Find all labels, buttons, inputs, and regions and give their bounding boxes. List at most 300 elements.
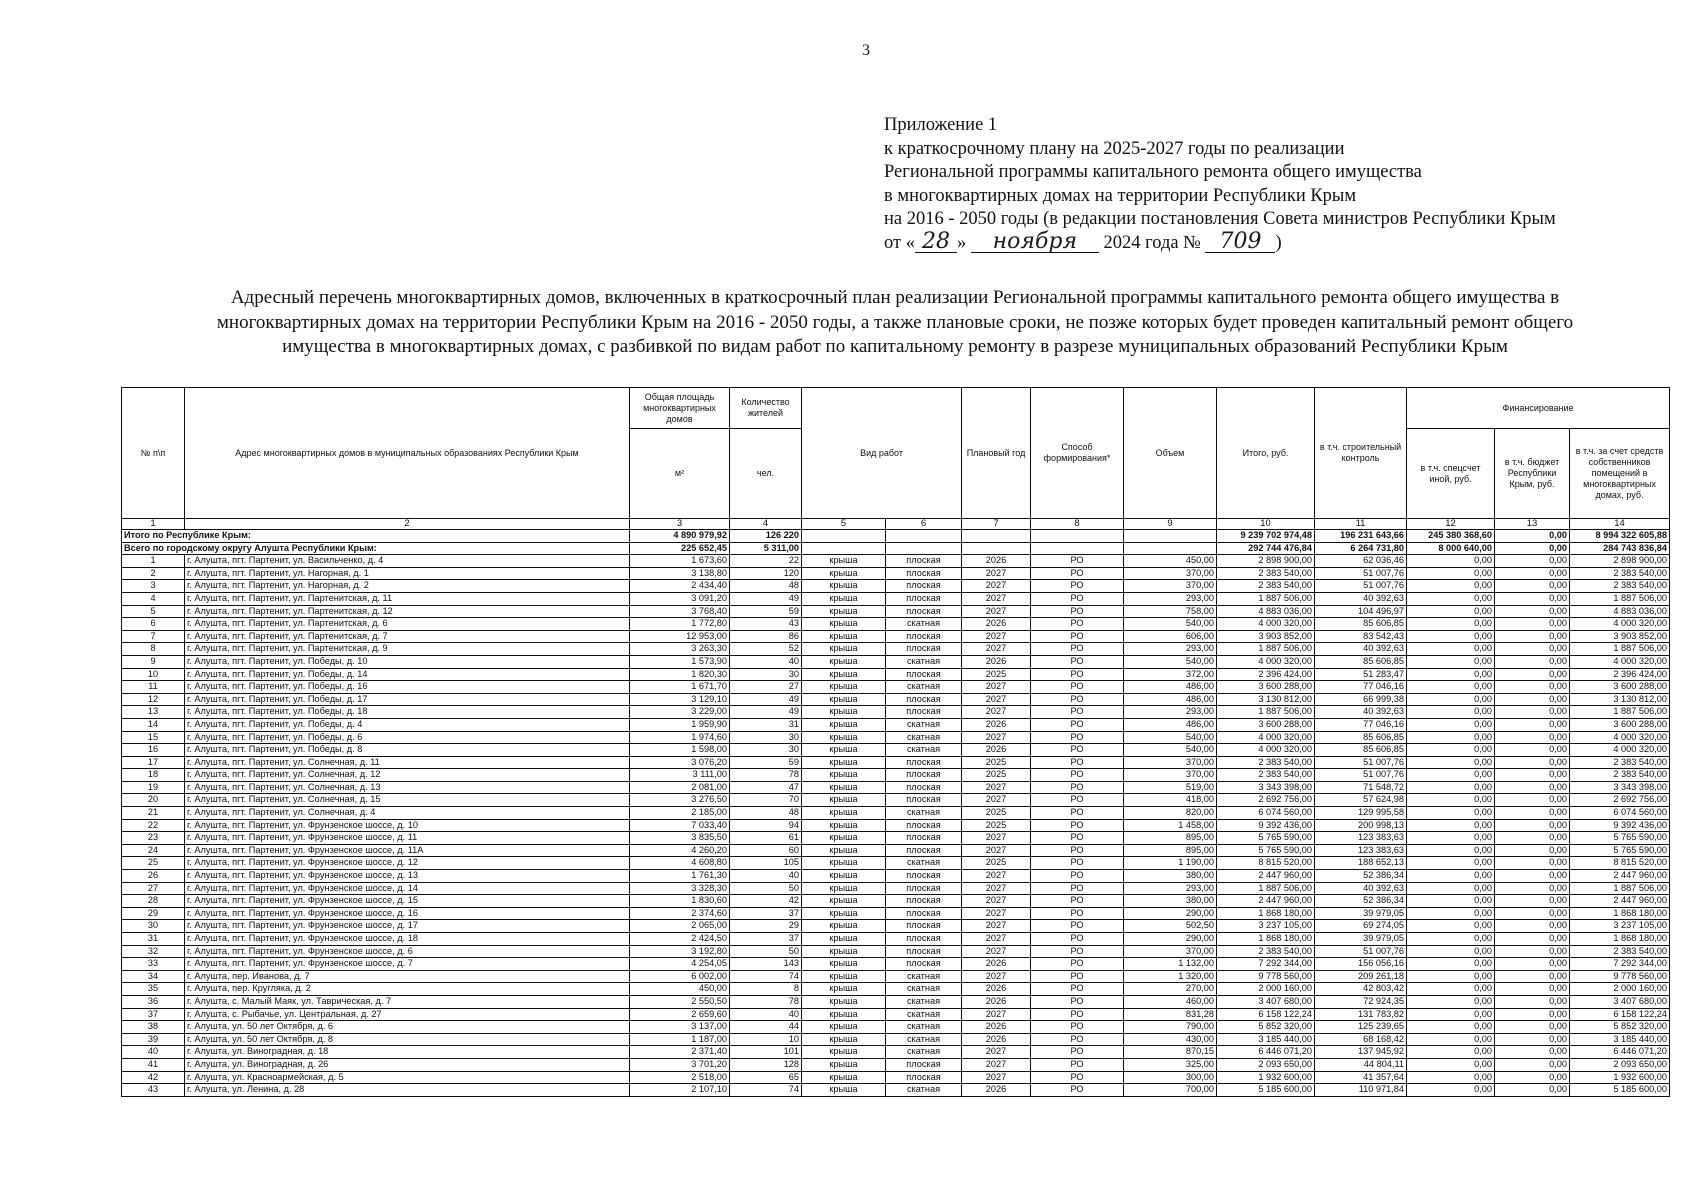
cell-address: г. Алушта, ул. Виноградная, д. 18	[185, 1046, 630, 1059]
summary-control: 6 264 731,80	[1315, 542, 1407, 555]
cell-work-element: крыша	[802, 882, 886, 895]
cell-control: 40 392,63	[1315, 882, 1407, 895]
cell-owners: 7 292 344,00	[1570, 958, 1670, 971]
cell-volume: 293,00	[1124, 882, 1217, 895]
cell-roof-type: плоская	[886, 769, 962, 782]
cell-address: г. Алушта, пгт. Партенит, ул. Фрунзенское шоссе, д. 11	[185, 832, 630, 845]
cell-method: РО	[1031, 731, 1124, 744]
cell-method: РО	[1031, 832, 1124, 845]
handwritten-doc-number: 709	[1205, 232, 1275, 253]
cell-work-element: крыша	[802, 668, 886, 681]
cell-owners: 1 887 506,00	[1570, 643, 1670, 656]
cell-residents: 94	[730, 819, 802, 832]
cell-budget: 0,00	[1495, 681, 1570, 694]
cell-area: 3 229,00	[630, 706, 730, 719]
cell-work-element: крыша	[802, 870, 886, 883]
cell-residents: 8	[730, 983, 802, 996]
cell-plan-year: 2027	[962, 882, 1031, 895]
table-row	[122, 681, 1670, 694]
cell-roof-type: плоская	[886, 958, 962, 971]
cell-address: г. Алушта, пгт. Партенит, ул. Партенитская, д. 6	[185, 618, 630, 631]
cell-work-element: крыша	[802, 895, 886, 908]
cell-special: 0,00	[1407, 832, 1495, 845]
cell-total: 3 343 398,00	[1217, 781, 1315, 794]
cell-budget: 0,00	[1495, 945, 1570, 958]
cell-method: РО	[1031, 605, 1124, 618]
cell-row-num: 16	[122, 744, 185, 757]
cell-control: 51 283,47	[1315, 668, 1407, 681]
cell-budget: 0,00	[1495, 819, 1570, 832]
cell-area: 3 263,30	[630, 643, 730, 656]
cell-address: г. Алушта, пгт. Партенит, ул. Васильченко, д. 4	[185, 555, 630, 568]
cell-volume: 380,00	[1124, 895, 1217, 908]
summary-residents: 5 311,00	[730, 542, 802, 555]
cell-row-num: 27	[122, 882, 185, 895]
cell-area: 1 820,30	[630, 668, 730, 681]
cell-roof-type: плоская	[886, 605, 962, 618]
header-num: № п\п	[122, 388, 185, 519]
cell-plan-year: 2027	[962, 1058, 1031, 1071]
cell-total: 3 237 105,00	[1217, 920, 1315, 933]
cell-volume: 831,28	[1124, 1008, 1217, 1021]
cell-total: 2 447 960,00	[1217, 895, 1315, 908]
cell-row-num: 1	[122, 555, 185, 568]
cell-address: г. Алушта, пгт. Партенит, ул. Победы, д. 17	[185, 693, 630, 706]
cell-special: 0,00	[1407, 819, 1495, 832]
header-area: Общая площадь многоквартирных домов	[630, 388, 730, 429]
cell-row-num: 32	[122, 945, 185, 958]
cell-method: РО	[1031, 592, 1124, 605]
cell-budget: 0,00	[1495, 630, 1570, 643]
cell-owners: 2 447 960,00	[1570, 895, 1670, 908]
cell-residents: 43	[730, 618, 802, 631]
cell-total: 2 396 424,00	[1217, 668, 1315, 681]
cell-volume: 895,00	[1124, 844, 1217, 857]
cell-volume: 895,00	[1124, 832, 1217, 845]
cell-roof-type: скатная	[886, 655, 962, 668]
cell-work-element: крыша	[802, 995, 886, 1008]
cell-budget: 0,00	[1495, 580, 1570, 593]
cell-total: 6 158 122,24	[1217, 1008, 1315, 1021]
cell-plan-year: 2026	[962, 555, 1031, 568]
cell-special: 0,00	[1407, 1071, 1495, 1084]
cell-special: 0,00	[1407, 1046, 1495, 1059]
cell-address: г. Алушта, пгт. Партенит, ул. Солнечная, д. 13	[185, 781, 630, 794]
cell-control: 72 924,35	[1315, 995, 1407, 1008]
cell-residents: 30	[730, 744, 802, 757]
cell-address: г. Алушта, пгт. Партенит, ул. Фрунзенское шоссе, д. 15	[185, 895, 630, 908]
cell-control: 85 606,85	[1315, 731, 1407, 744]
cell-row-num: 10	[122, 668, 185, 681]
cell-method: РО	[1031, 630, 1124, 643]
appendix-date-line	[884, 228, 1674, 256]
cell-volume: 450,00	[1124, 555, 1217, 568]
cell-address: г. Алушта, с. Рыбачье, ул. Центральная, д. 27	[185, 1008, 630, 1021]
cell-owners: 1 887 506,00	[1570, 706, 1670, 719]
cell-special: 0,00	[1407, 681, 1495, 694]
cell-plan-year: 2026	[962, 1033, 1031, 1046]
cell-owners: 2 383 540,00	[1570, 945, 1670, 958]
cell-roof-type: плоская	[886, 643, 962, 656]
cell-volume: 370,00	[1124, 756, 1217, 769]
cell-owners: 2 383 540,00	[1570, 580, 1670, 593]
cell-row-num: 25	[122, 857, 185, 870]
cell-plan-year: 2027	[962, 731, 1031, 744]
cell-budget: 0,00	[1495, 895, 1570, 908]
cell-method: РО	[1031, 668, 1124, 681]
cell-budget: 0,00	[1495, 1046, 1570, 1059]
table-row	[122, 870, 1670, 883]
cell-owners: 2 383 540,00	[1570, 567, 1670, 580]
cell-row-num: 37	[122, 1008, 185, 1021]
table-row	[122, 744, 1670, 757]
cell-budget: 0,00	[1495, 781, 1570, 794]
cell-owners: 9 392 436,00	[1570, 819, 1670, 832]
cell-special: 0,00	[1407, 970, 1495, 983]
summary-total: 292 744 476,84	[1217, 542, 1315, 555]
cell-budget: 0,00	[1495, 907, 1570, 920]
cell-plan-year: 2027	[962, 920, 1031, 933]
cell-special: 0,00	[1407, 945, 1495, 958]
cell-plan-year: 2027	[962, 1071, 1031, 1084]
cell-plan-year: 2027	[962, 592, 1031, 605]
cell-owners: 3 343 398,00	[1570, 781, 1670, 794]
column-number: 12	[1407, 519, 1495, 530]
cell-owners: 4 000 320,00	[1570, 655, 1670, 668]
handwritten-month: ноября	[971, 232, 1099, 253]
cell-row-num: 9	[122, 655, 185, 668]
cell-volume: 758,00	[1124, 605, 1217, 618]
table-row	[122, 731, 1670, 744]
cell-special: 0,00	[1407, 1058, 1495, 1071]
cell-roof-type: плоская	[886, 819, 962, 832]
cell-budget: 0,00	[1495, 870, 1570, 883]
cell-total: 5 765 590,00	[1217, 832, 1315, 845]
cell-method: РО	[1031, 857, 1124, 870]
cell-address: г. Алушта, пгт. Партенит, ул. Победы, д. 6	[185, 731, 630, 744]
cell-address: г. Алушта, пгт. Партенит, ул. Партенитская, д. 12	[185, 605, 630, 618]
cell-area: 1 671,70	[630, 681, 730, 694]
cell-address: г. Алушта, ул. Виноградная, д. 26	[185, 1058, 630, 1071]
cell-address: г. Алушта, пгт. Партенит, ул. Фрунзенское шоссе, д. 11А	[185, 844, 630, 857]
cell-total: 2 383 540,00	[1217, 945, 1315, 958]
cell-budget: 0,00	[1495, 1058, 1570, 1071]
cell-roof-type: скатная	[886, 718, 962, 731]
cell-budget: 0,00	[1495, 970, 1570, 983]
cell-control: 123 383,63	[1315, 844, 1407, 857]
cell-area: 3 328,30	[630, 882, 730, 895]
cell-address: г. Алушта, пгт. Партенит, ул. Солнечная, д. 4	[185, 807, 630, 820]
cell-address: г. Алушта, пгт. Партенит, ул. Солнечная, д. 11	[185, 756, 630, 769]
cell-special: 0,00	[1407, 630, 1495, 643]
table-row	[122, 769, 1670, 782]
cell-roof-type: скатная	[886, 807, 962, 820]
cell-area: 2 371,40	[630, 1046, 730, 1059]
cell-plan-year: 2027	[962, 605, 1031, 618]
cell-owners: 6 074 560,00	[1570, 807, 1670, 820]
cell-control: 42 803,42	[1315, 983, 1407, 996]
cell-residents: 27	[730, 681, 802, 694]
cell-area: 450,00	[630, 983, 730, 996]
cell-total: 2 093 650,00	[1217, 1058, 1315, 1071]
cell-owners: 1 932 600,00	[1570, 1071, 1670, 1084]
buildings-table	[121, 387, 1670, 1097]
cell-plan-year: 2026	[962, 1021, 1031, 1034]
cell-plan-year: 2027	[962, 907, 1031, 920]
table-row	[122, 1046, 1670, 1059]
cell-volume: 870,15	[1124, 1046, 1217, 1059]
cell-residents: 29	[730, 920, 802, 933]
cell-roof-type: плоская	[886, 555, 962, 568]
cell-owners: 3 130 812,00	[1570, 693, 1670, 706]
cell-roof-type: скатная	[886, 995, 962, 1008]
cell-control: 69 274,05	[1315, 920, 1407, 933]
cell-residents: 59	[730, 605, 802, 618]
cell-row-num: 33	[122, 958, 185, 971]
cell-address: г. Алушта, пгт. Партенит, ул. Нагорная, д. 1	[185, 567, 630, 580]
cell-budget: 0,00	[1495, 807, 1570, 820]
column-numbers-row	[122, 519, 1670, 530]
cell-total: 4 883 036,00	[1217, 605, 1315, 618]
header-construction-control: в т.ч. строительный контроль	[1315, 388, 1407, 519]
cell-special: 0,00	[1407, 643, 1495, 656]
cell-owners: 3 600 288,00	[1570, 718, 1670, 731]
cell-work-element: крыша	[802, 567, 886, 580]
table-row	[122, 643, 1670, 656]
cell-work-element: крыша	[802, 832, 886, 845]
cell-total: 3 185 440,00	[1217, 1033, 1315, 1046]
cell-roof-type: плоская	[886, 907, 962, 920]
cell-total: 1 932 600,00	[1217, 1071, 1315, 1084]
cell-row-num: 19	[122, 781, 185, 794]
cell-residents: 37	[730, 907, 802, 920]
table-row	[122, 555, 1670, 568]
cell-work-element: крыша	[802, 807, 886, 820]
table-row	[122, 718, 1670, 731]
cell-volume: 700,00	[1124, 1084, 1217, 1097]
cell-special: 0,00	[1407, 744, 1495, 757]
cell-plan-year: 2027	[962, 945, 1031, 958]
header-residents-unit: чел.	[730, 429, 802, 519]
cell-method: РО	[1031, 1046, 1124, 1059]
cell-address: г. Алушта, пер. Иванова, д. 7	[185, 970, 630, 983]
cell-row-num: 4	[122, 592, 185, 605]
header-work-type: Вид работ	[802, 388, 962, 519]
cell-method: РО	[1031, 844, 1124, 857]
cell-volume: 380,00	[1124, 870, 1217, 883]
column-number: 7	[962, 519, 1031, 530]
cell-special: 0,00	[1407, 706, 1495, 719]
cell-volume: 300,00	[1124, 1071, 1217, 1084]
cell-special: 0,00	[1407, 983, 1495, 996]
cell-budget: 0,00	[1495, 882, 1570, 895]
cell-work-element: крыша	[802, 718, 886, 731]
cell-roof-type: скатная	[886, 744, 962, 757]
cell-control: 57 624,98	[1315, 794, 1407, 807]
cell-method: РО	[1031, 1058, 1124, 1071]
cell-area: 2 185,00	[630, 807, 730, 820]
document-title	[110, 286, 1680, 360]
cell-total: 2 447 960,00	[1217, 870, 1315, 883]
cell-roof-type: плоская	[886, 832, 962, 845]
cell-method: РО	[1031, 567, 1124, 580]
cell-control: 40 392,63	[1315, 643, 1407, 656]
cell-roof-type: скатная	[886, 1046, 962, 1059]
cell-address: г. Алушта, пгт. Партенит, ул. Фрунзенское шоссе, д. 18	[185, 933, 630, 946]
cell-plan-year: 2027	[962, 643, 1031, 656]
cell-owners: 3 903 852,00	[1570, 630, 1670, 643]
cell-residents: 49	[730, 592, 802, 605]
cell-residents: 78	[730, 995, 802, 1008]
cell-work-element: крыша	[802, 857, 886, 870]
cell-work-element: крыша	[802, 819, 886, 832]
cell-address: г. Алушта, пгт. Партенит, ул. Нагорная, д. 2	[185, 580, 630, 593]
cell-total: 2 898 900,00	[1217, 555, 1315, 568]
cell-row-num: 12	[122, 693, 185, 706]
cell-work-element: крыша	[802, 970, 886, 983]
appendix-line: к краткосрочному плану на 2025-2027 годы по реализации	[884, 138, 1345, 159]
summary-label: Всего по городскому округу Алушта Республики Крым:	[122, 542, 630, 555]
cell-residents: 37	[730, 933, 802, 946]
cell-area: 3 276,50	[630, 794, 730, 807]
cell-budget: 0,00	[1495, 655, 1570, 668]
cell-residents: 59	[730, 756, 802, 769]
header-plan-year: Плановый год	[962, 388, 1031, 519]
cell-row-num: 43	[122, 1084, 185, 1097]
cell-work-element: крыша	[802, 605, 886, 618]
cell-volume: 1 190,00	[1124, 857, 1217, 870]
cell-roof-type: скатная	[886, 1021, 962, 1034]
cell-roof-type: плоская	[886, 844, 962, 857]
column-number: 10	[1217, 519, 1315, 530]
cell-address: г. Алушта, пгт. Партенит, ул. Фрунзенское шоссе, д. 7	[185, 958, 630, 971]
cell-owners: 2 093 650,00	[1570, 1058, 1670, 1071]
table-row	[122, 592, 1670, 605]
cell-owners: 1 868 180,00	[1570, 933, 1670, 946]
cell-area: 2 550,50	[630, 995, 730, 1008]
cell-special: 0,00	[1407, 882, 1495, 895]
cell-control: 40 392,63	[1315, 592, 1407, 605]
cell-volume: 293,00	[1124, 706, 1217, 719]
cell-work-element: крыша	[802, 706, 886, 719]
cell-volume: 293,00	[1124, 643, 1217, 656]
cell-volume: 1 458,00	[1124, 819, 1217, 832]
summary-area: 225 652,45	[630, 542, 730, 555]
cell-row-num: 2	[122, 567, 185, 580]
appendix-line: Приложение 1	[884, 115, 998, 135]
cell-roof-type: плоская	[886, 794, 962, 807]
cell-method: РО	[1031, 580, 1124, 593]
cell-total: 2 383 540,00	[1217, 580, 1315, 593]
cell-volume: 370,00	[1124, 769, 1217, 782]
cell-work-element: крыша	[802, 769, 886, 782]
cell-row-num: 24	[122, 844, 185, 857]
cell-method: РО	[1031, 933, 1124, 946]
cell-method: РО	[1031, 1084, 1124, 1097]
cell-residents: 61	[730, 832, 802, 845]
cell-area: 3 768,40	[630, 605, 730, 618]
header-address: Адрес многоквартирных домов в муниципальных образованиях Республики Крым	[185, 388, 630, 519]
cell-row-num: 17	[122, 756, 185, 769]
cell-residents: 48	[730, 807, 802, 820]
cell-budget: 0,00	[1495, 794, 1570, 807]
column-number: 4	[730, 519, 802, 530]
cell-area: 2 659,60	[630, 1008, 730, 1021]
cell-residents: 78	[730, 769, 802, 782]
cell-special: 0,00	[1407, 693, 1495, 706]
cell-total: 2 383 540,00	[1217, 769, 1315, 782]
cell-residents: 70	[730, 794, 802, 807]
cell-method: РО	[1031, 907, 1124, 920]
cell-roof-type: плоская	[886, 706, 962, 719]
cell-residents: 50	[730, 882, 802, 895]
cell-total: 2 383 540,00	[1217, 756, 1315, 769]
cell-volume: 486,00	[1124, 693, 1217, 706]
cell-row-num: 26	[122, 870, 185, 883]
cell-special: 0,00	[1407, 857, 1495, 870]
cell-owners: 6 446 071,20	[1570, 1046, 1670, 1059]
cell-control: 188 652,13	[1315, 857, 1407, 870]
cell-control: 123 383,63	[1315, 832, 1407, 845]
cell-method: РО	[1031, 693, 1124, 706]
cell-area: 3 138,80	[630, 567, 730, 580]
cell-address: г. Алушта, пгт. Партенит, ул. Фрунзенское шоссе, д. 12	[185, 857, 630, 870]
cell-total: 1 887 506,00	[1217, 882, 1315, 895]
cell-total: 2 000 160,00	[1217, 983, 1315, 996]
cell-special: 0,00	[1407, 895, 1495, 908]
table-row	[122, 819, 1670, 832]
cell-area: 6 002,00	[630, 970, 730, 983]
column-number: 2	[185, 519, 630, 530]
table-row	[122, 781, 1670, 794]
cell-volume: 370,00	[1124, 945, 1217, 958]
cell-control: 85 606,85	[1315, 618, 1407, 631]
cell-budget: 0,00	[1495, 995, 1570, 1008]
cell-area: 4 608,80	[630, 857, 730, 870]
cell-plan-year: 2027	[962, 933, 1031, 946]
summary-row-alushta	[122, 542, 1670, 555]
cell-residents: 65	[730, 1071, 802, 1084]
cell-control: 51 007,76	[1315, 756, 1407, 769]
column-number: 1	[122, 519, 185, 530]
cell-plan-year: 2027	[962, 567, 1031, 580]
cell-work-element: крыша	[802, 1021, 886, 1034]
cell-total: 1 887 506,00	[1217, 643, 1315, 656]
table-row	[122, 693, 1670, 706]
cell-total: 3 600 288,00	[1217, 681, 1315, 694]
cell-control: 71 548,72	[1315, 781, 1407, 794]
header-total: Итого, руб.	[1217, 388, 1315, 519]
cell-residents: 86	[730, 630, 802, 643]
table-row	[122, 1084, 1670, 1097]
appendix-line: на 2016 - 2050 годы (в редакции постановления Совета министров Республики Крым	[884, 209, 1556, 230]
cell-row-num: 21	[122, 807, 185, 820]
date-mid: »	[956, 232, 967, 253]
cell-row-num: 18	[122, 769, 185, 782]
table-row	[122, 655, 1670, 668]
cell-total: 2 692 756,00	[1217, 794, 1315, 807]
cell-method: РО	[1031, 945, 1124, 958]
cell-special: 0,00	[1407, 807, 1495, 820]
cell-roof-type: скатная	[886, 731, 962, 744]
cell-roof-type: плоская	[886, 882, 962, 895]
header-method: Способ формирования*	[1031, 388, 1124, 519]
cell-special: 0,00	[1407, 781, 1495, 794]
cell-special: 0,00	[1407, 1033, 1495, 1046]
cell-volume: 290,00	[1124, 933, 1217, 946]
cell-roof-type: скатная	[886, 983, 962, 996]
cell-control: 77 046,16	[1315, 681, 1407, 694]
